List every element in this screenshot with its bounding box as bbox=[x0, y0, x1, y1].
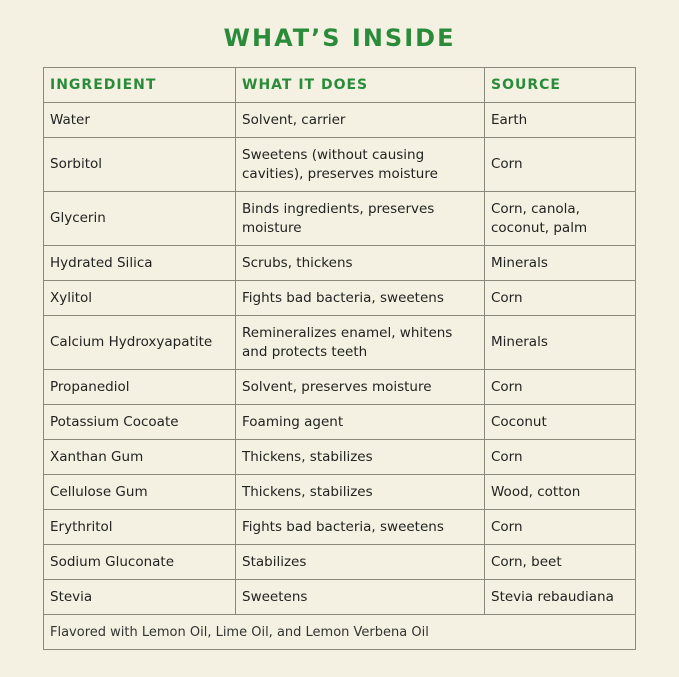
source-cell: Stevia rebaudiana bbox=[485, 580, 636, 615]
function-cell: Stabilizes bbox=[236, 545, 485, 580]
table-row bbox=[44, 510, 636, 545]
source-cell: Minerals bbox=[485, 246, 636, 281]
ingredient-cell: Cellulose Gum bbox=[44, 475, 236, 510]
header-ingredient: INGREDIENT bbox=[44, 68, 236, 103]
ingredient-cell: Calcium Hydroxyapatite bbox=[44, 316, 236, 370]
function-cell: Binds ingredients, preserves moisture bbox=[236, 192, 485, 246]
page-title: WHAT’S INSIDE bbox=[223, 24, 456, 52]
ingredient-cell: Water bbox=[44, 103, 236, 138]
table-header bbox=[44, 68, 636, 103]
header-source: SOURCE bbox=[485, 68, 636, 103]
header-row bbox=[44, 68, 636, 103]
table-row bbox=[44, 103, 636, 138]
ingredient-cell: Xanthan Gum bbox=[44, 440, 236, 475]
table-row bbox=[44, 545, 636, 580]
table-row bbox=[44, 192, 636, 246]
source-cell: Corn, canola, coconut, palm bbox=[485, 192, 636, 246]
table-row bbox=[44, 440, 636, 475]
source-cell: Corn, beet bbox=[485, 545, 636, 580]
ingredient-cell: Xylitol bbox=[44, 281, 236, 316]
table-row bbox=[44, 370, 636, 405]
source-cell: Corn bbox=[485, 138, 636, 192]
ingredient-cell: Hydrated Silica bbox=[44, 246, 236, 281]
function-cell: Thickens, stabilizes bbox=[236, 440, 485, 475]
ingredient-cell: Sodium Gluconate bbox=[44, 545, 236, 580]
ingredient-cell: Potassium Cocoate bbox=[44, 405, 236, 440]
table-row bbox=[44, 246, 636, 281]
function-cell: Foaming agent bbox=[236, 405, 485, 440]
flavor-note: Flavored with Lemon Oil, Lime Oil, and Lemon Verbena Oil bbox=[44, 615, 636, 650]
function-cell: Solvent, carrier bbox=[236, 103, 485, 138]
ingredients-table bbox=[43, 67, 636, 650]
function-cell: Scrubs, thickens bbox=[236, 246, 485, 281]
source-cell: Corn bbox=[485, 440, 636, 475]
source-cell: Wood, cotton bbox=[485, 475, 636, 510]
table-body bbox=[44, 103, 636, 650]
table-row bbox=[44, 316, 636, 370]
source-cell: Corn bbox=[485, 510, 636, 545]
function-cell: Remineralizes enamel, whitens and protects teeth bbox=[236, 316, 485, 370]
ingredient-cell: Sorbitol bbox=[44, 138, 236, 192]
function-cell: Fights bad bacteria, sweetens bbox=[236, 510, 485, 545]
source-cell: Corn bbox=[485, 281, 636, 316]
source-cell: Coconut bbox=[485, 405, 636, 440]
ingredient-cell: Stevia bbox=[44, 580, 236, 615]
ingredient-cell: Glycerin bbox=[44, 192, 236, 246]
footer-row bbox=[44, 615, 636, 650]
ingredient-cell: Erythritol bbox=[44, 510, 236, 545]
function-cell: Sweetens bbox=[236, 580, 485, 615]
table-row bbox=[44, 138, 636, 192]
source-cell: Corn bbox=[485, 370, 636, 405]
source-cell: Earth bbox=[485, 103, 636, 138]
function-cell: Sweetens (without causing cavities), preserves moisture bbox=[236, 138, 485, 192]
function-cell: Thickens, stabilizes bbox=[236, 475, 485, 510]
function-cell: Fights bad bacteria, sweetens bbox=[236, 281, 485, 316]
ingredient-cell: Propanediol bbox=[44, 370, 236, 405]
table-row bbox=[44, 580, 636, 615]
table-row bbox=[44, 475, 636, 510]
header-what-it-does: WHAT IT DOES bbox=[236, 68, 485, 103]
table-row bbox=[44, 281, 636, 316]
table-row bbox=[44, 405, 636, 440]
source-cell: Minerals bbox=[485, 316, 636, 370]
function-cell: Solvent, preserves moisture bbox=[236, 370, 485, 405]
